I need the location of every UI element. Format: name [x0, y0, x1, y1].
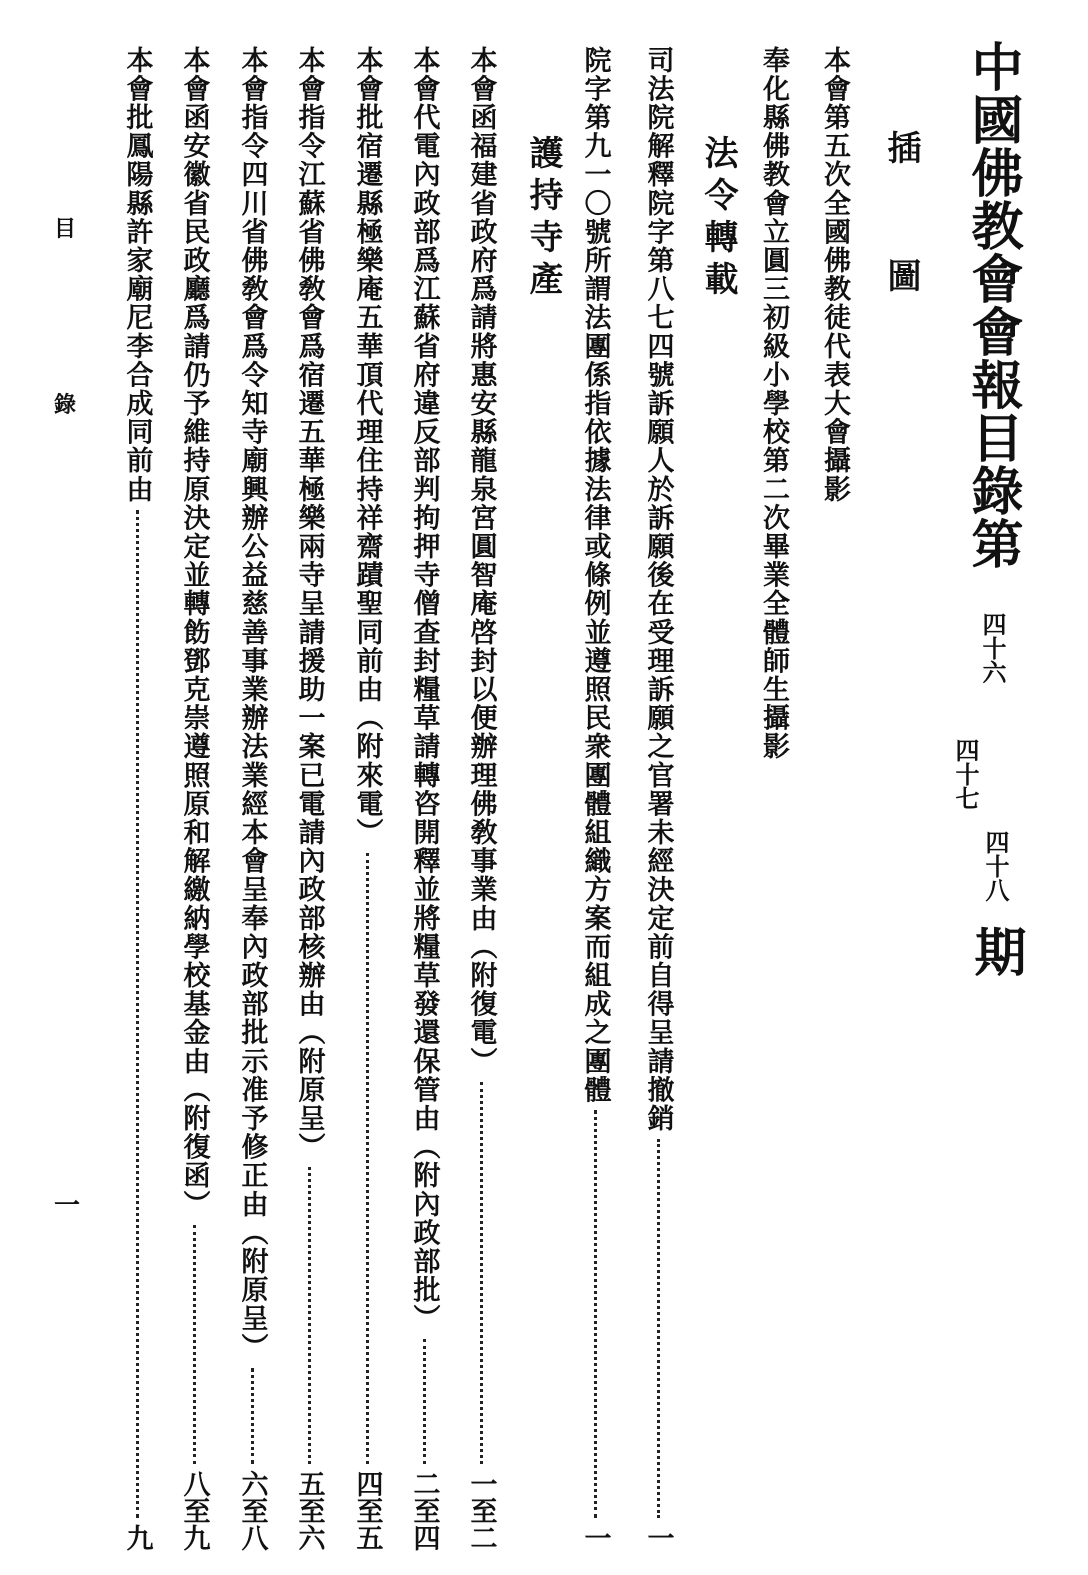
- dot-leader: [193, 1225, 196, 1464]
- dot-leader: [657, 1139, 660, 1518]
- toc-entry-text: 本會批宿遷縣極樂庵五華頂代理住持祥齋蹟聖同前由（附來電）: [351, 46, 383, 847]
- toc-entry-text: 本會指令江蘇省佛敎會爲宿遷五華極樂兩寺呈請援助一案已電請內政部核辦由（附原呈）: [293, 46, 325, 1162]
- toc-entry-text: 本會批鳳陽縣許家廟尼李合成同前由: [121, 46, 153, 504]
- dot-leader: [480, 1082, 483, 1464]
- toc-entry: [293, 46, 325, 1551]
- issue-number: 四十八: [981, 830, 1010, 902]
- toc-item: 本會第五次全國佛教徒代表大會攝影: [819, 46, 850, 504]
- dot-leader: [366, 853, 369, 1464]
- toc-entry: [642, 46, 674, 1551]
- toc-entry-page: 二至四: [408, 1470, 440, 1551]
- toc-entry-page: 八至九: [178, 1470, 210, 1551]
- issue-number: 四十六: [978, 612, 1007, 684]
- toc-entry-page: 一: [642, 1524, 674, 1551]
- toc-entry-text: 本會指令四川省佛敎會爲令知寺廟興辦公益慈善事業辦法業經本會呈奉內政部批示准予修正由（附原呈）: [236, 46, 268, 1362]
- section-heading-temple-property: 護持寺產: [523, 135, 563, 303]
- toc-entry-page: 五至六: [293, 1470, 325, 1551]
- dot-leader: [308, 1167, 311, 1464]
- issue-number: 四十七: [951, 738, 980, 810]
- toc-entry: [408, 46, 440, 1551]
- dot-leader: [251, 1368, 254, 1464]
- toc-entry: [579, 46, 611, 1551]
- toc-entry: [465, 46, 497, 1551]
- page-title: 中國佛教會會報目錄第: [962, 40, 1023, 570]
- toc-entry-text: 司法院解釋院字第八七四號訴願人於訴願後在受理訴願之官署未經決定前自得呈請撤銷: [642, 46, 674, 1133]
- toc-entry-text: 本會代電內政部爲江蘇省府違反部判拘押寺僧查封糧草請轉咨開釋並將糧草發還保管由（附內政部批）: [408, 46, 440, 1333]
- toc-entry-page: 六至八: [236, 1470, 268, 1551]
- toc-item: 奉化縣佛教會立圓三初級小學校第二次畢業全體師生攝影: [758, 46, 789, 761]
- section-heading-illustrations: 插 圖: [881, 130, 921, 322]
- toc-entry-text: 院字第九一〇號所謂法團係指依據法律或條例並遵照民衆團體組織方案而組成之團體: [579, 46, 611, 1105]
- toc-entry-page: 一: [579, 1524, 611, 1551]
- footer-label: 目: [54, 216, 77, 242]
- toc-entry-page: 四至五: [351, 1470, 383, 1551]
- toc-entry: [121, 46, 153, 1551]
- toc-entry: [236, 46, 268, 1551]
- footer-label: 錄: [54, 392, 77, 418]
- section-heading-laws: 法令轉載: [698, 135, 738, 303]
- dot-leader: [594, 1110, 597, 1518]
- toc-entry-text: 本會函福建省政府爲請將惠安縣龍泉宮圓智庵啓封以便辦理佛敎事業由（附復電）: [465, 46, 497, 1076]
- dot-leader: [423, 1339, 426, 1464]
- footer-page-number: 一: [54, 1191, 81, 1221]
- title-suffix: 期: [965, 925, 1026, 978]
- toc-entry-text: 本會函安徽省民政廳爲請仍予維持原決定並轉飭鄧克崇遵照原和解繳納學校基金由（附復函）: [178, 46, 210, 1219]
- toc-entry: [351, 46, 383, 1551]
- toc-entry-page: 一至二: [465, 1470, 497, 1551]
- dot-leader: [136, 510, 139, 1518]
- toc-entry-page: 九: [121, 1524, 153, 1551]
- toc-entry: [178, 46, 210, 1551]
